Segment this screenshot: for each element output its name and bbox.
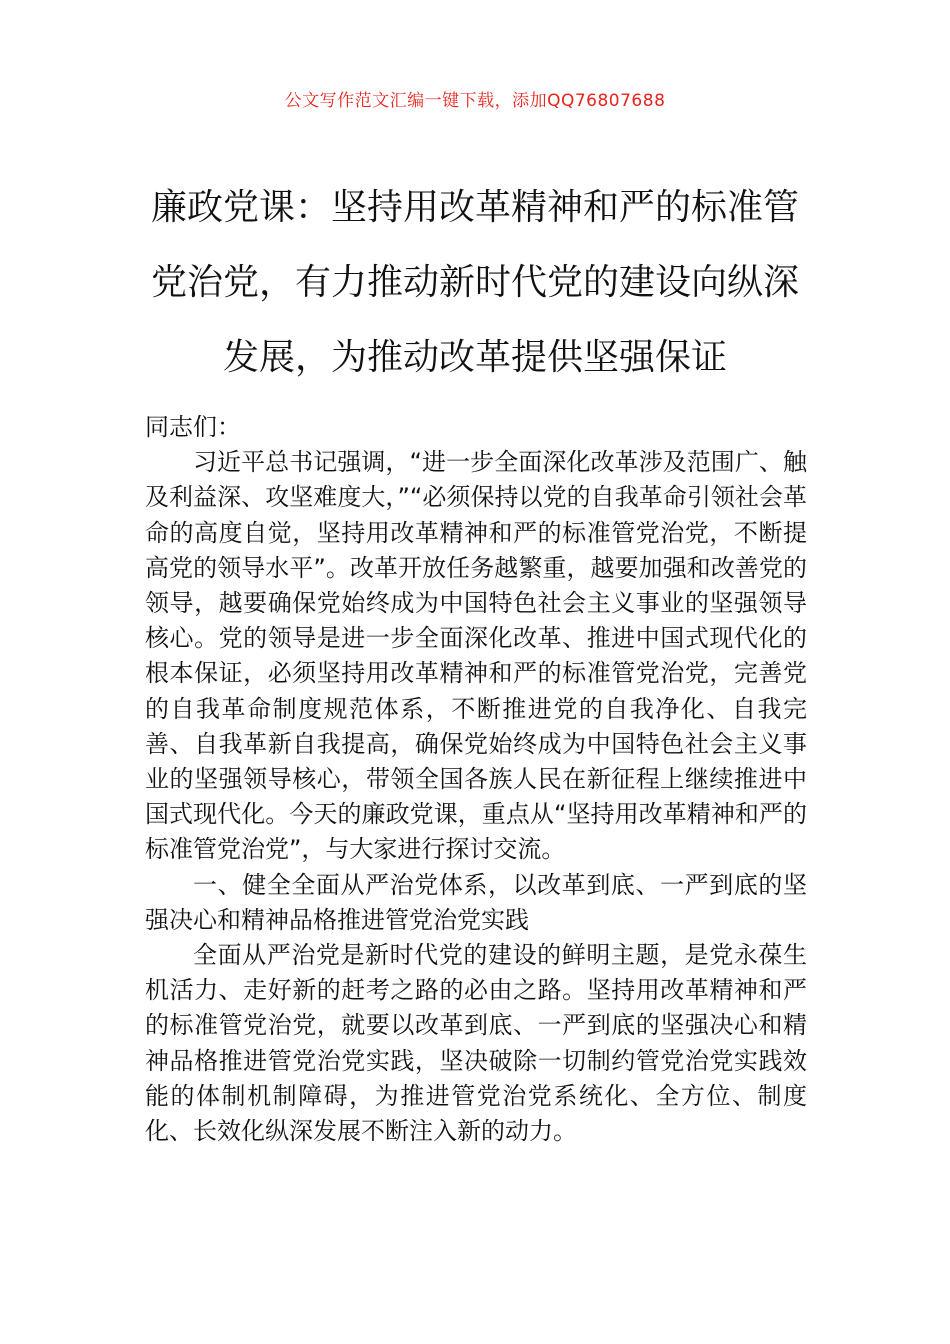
title-line: 廉政党课：坚持用改革精神和严的标准管 bbox=[150, 187, 799, 228]
body-paragraph: 全面从严治党是新时代党的建设的鲜明主题，是党永葆生机活力、走好新的赶考之路的必由之路。坚持用改革精神和严的标准管党治党，就要以改革到底、一严到底的坚强决心和精神品格推进管党治党实践，坚决破除一切制约管党治党实践效能的体制机制障碍，为推进管党治党系统化、全方位、制度化、长效化纵深发展不断注入新的动力。 bbox=[145, 941, 807, 1146]
document-title bbox=[150, 170, 800, 395]
body-paragraph: 习近平总书记强调，“进一步全面深化改革涉及范围广、触及利益深、攻坚难度大，”“必须保持以党的自我革命引领社会革命的高度自觉，坚持用改革精神和严的标准管党治党，不断提高党的领导水平”。改革开放任务越繁重，越要加强和改善党的领导，越要确保党始终成为中国特色社会主义事业的坚强领导核心。党的领导是进一步全面深化改革、推进中国式现代化的根本保证，必须坚持用改革精神和严的标准管党治党，完善党的自我革命制度规范体系，不断推进党的自我净化、自我完善、自我革新自我提高，确保党始终成为中国特色社会主义事业的坚强领导核心，带领全国各族人民在新征程上继续推进中国式现代化。今天的廉政党课，重点从“坚持用改革精神和严的标准管党治党”，与大家进行探讨交流。 bbox=[145, 448, 807, 864]
title-line: 党治党，有力推动新时代党的建设向纵深 bbox=[150, 262, 799, 303]
document-body bbox=[145, 410, 807, 1149]
salutation: 同志们： bbox=[145, 413, 241, 441]
title-line: 发展，为推动改革提供坚强保证 bbox=[222, 337, 727, 378]
download-promo-note: 公文写作范文汇编一键下载，添加QQ76807688 bbox=[284, 91, 666, 111]
section-heading: 一、健全全面从严治党体系，以改革到底、一严到底的坚强决心和精神品格推进管党治党实践 bbox=[145, 870, 807, 934]
